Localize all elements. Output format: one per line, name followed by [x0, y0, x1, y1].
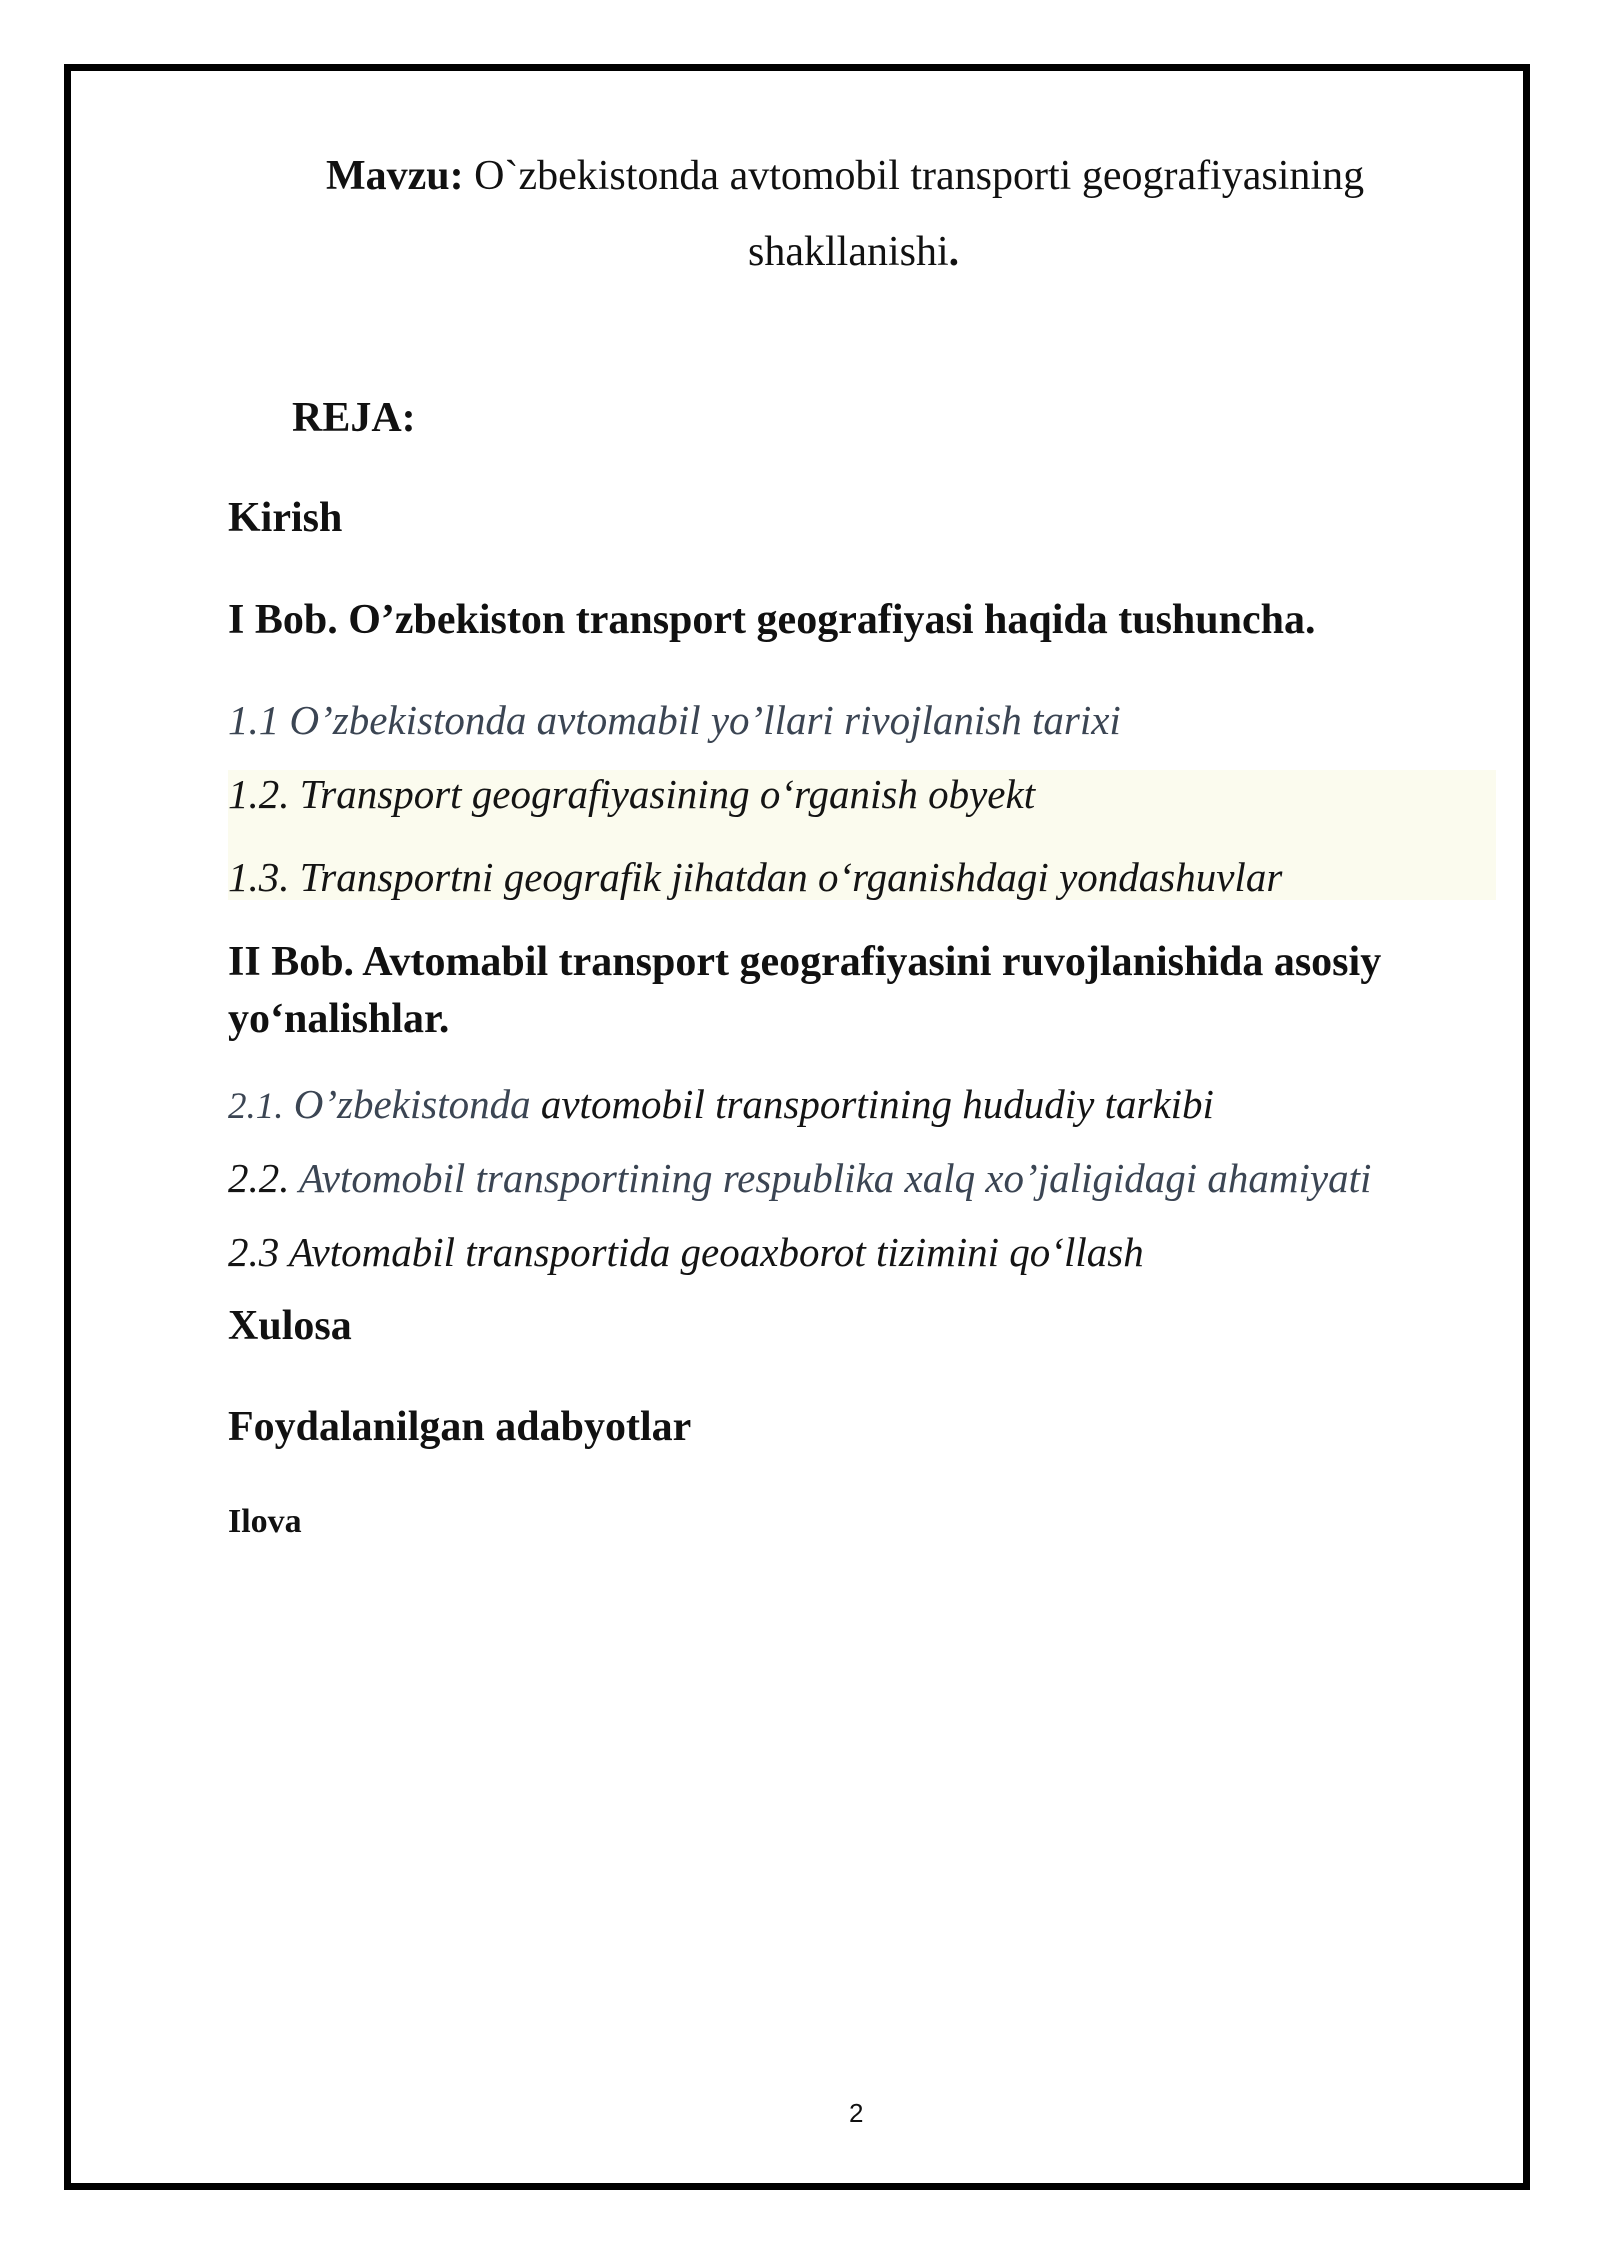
- section-2-2-number: 2.2.: [228, 1155, 290, 1201]
- topic-text: O`zbekistonda avtomobil transporti geografiyasining: [463, 153, 1365, 199]
- chapter-2-heading-line-1: II Bob. Avtomabil transport geografiyasini ruvojlanishida asosiy: [228, 939, 1382, 985]
- section-2-1-number: 2.1.: [228, 1086, 284, 1127]
- section-1-2: 1.2. Transport geografiyasining o‘rganish obyekt: [228, 771, 1036, 817]
- topic-period: .: [948, 229, 960, 275]
- topic-line-2: [748, 228, 959, 276]
- intro-heading: Kirish: [228, 495, 343, 541]
- section-2-2: [228, 1154, 1371, 1202]
- topic-line: [326, 152, 1364, 200]
- topic-text-2: shakllanishi: [748, 229, 949, 275]
- section-2-1: [228, 1080, 1214, 1128]
- section-1-3: 1.3. Transportni geografik jihatdan o‘rganishdagi yondashuvlar: [228, 854, 1283, 900]
- section-1-1: 1.1 O’zbekistonda avtomabil yo’llari rivojlanish tarixi: [228, 697, 1121, 743]
- page-number: 2: [849, 2098, 864, 2128]
- section-2-2-text: Avtomobil transportining respublika xalq xo’jaligidagi ahamiyati: [289, 1155, 1372, 1201]
- topic-label: Mavzu:: [326, 153, 464, 199]
- section-2-1-part-a: O’zbekistonda: [283, 1081, 531, 1127]
- section-2-3: 2.3 Avtomabil transportida geoaxborot tizimini qo‘llash: [228, 1229, 1144, 1275]
- chapter-1-heading: I Bob. O’zbekiston transport geografiyasi haqida tushuncha.: [228, 597, 1316, 643]
- references-heading: Foydalanilgan adabyotlar: [228, 1404, 692, 1450]
- section-2-1-part-b: avtomobil transportining hududiy tarkibi: [530, 1081, 1214, 1127]
- chapter-2-heading-line-2: yo‘nalishlar.: [228, 996, 450, 1042]
- conclusion-heading: Xulosa: [228, 1303, 352, 1349]
- plan-heading: REJA:: [292, 395, 416, 441]
- appendix-heading: Ilova: [228, 1503, 302, 1540]
